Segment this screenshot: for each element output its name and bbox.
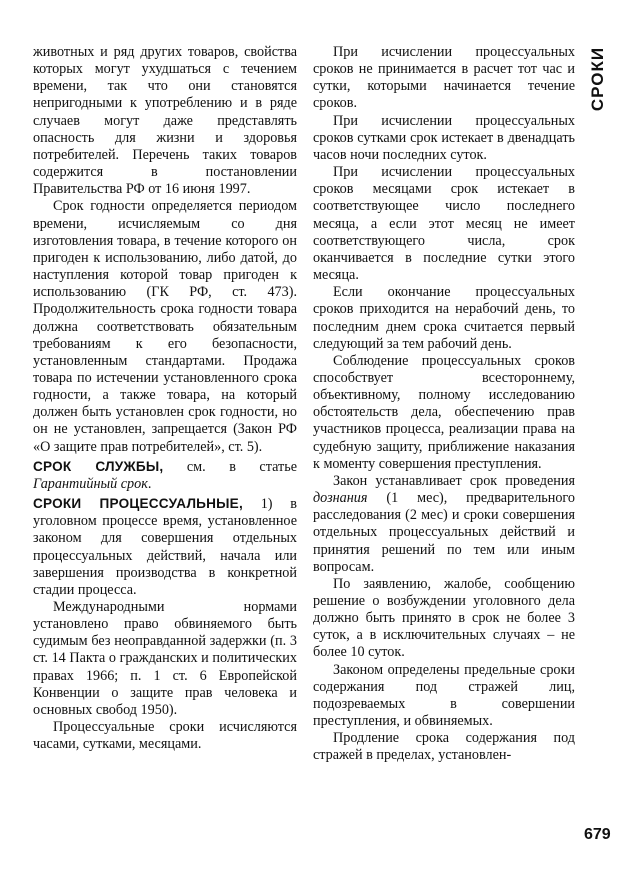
paragraph: Срок годности определяется периодом времени, исчисляемым со дня изготовления товара, в течение которого он пригоден к использованию, либо датой, до наступления которой товар пригоден к использованию (ГК РФ, ст. 473). Продолжительность срока годности товара должна соответствовать обязательным требованиям к его безопасности, установленным стандартами. Продажа товара по истечении установленного срока годности, а также товара, на который должен быть установлен срок годности, но он не установлен, запрещается (Закон РФ «О защите прав потребителей», ст. 5). bbox=[33, 198, 297, 455]
paragraph: Процессуальные сроки исчисляются часами, сутками, месяцами. bbox=[33, 719, 297, 753]
entry-text: . bbox=[147, 475, 152, 492]
section-tab-label: СРОКИ bbox=[588, 46, 607, 112]
left-column bbox=[33, 44, 297, 753]
paragraph: По заявлению, жалобе, сообщению решение о возбуждении уголовного дела должно быть принято в срок не более 3 суток, а в исключительных случаях – не более 10 суток. bbox=[313, 575, 575, 661]
right-column bbox=[313, 44, 575, 765]
paragraph: Международными нормами установлено право обвиняемого быть судимым без неоправданной задержки (п. 3 ст. 14 Пакта о гражданских и политических правах 1966; п. 1 ст. 6 Европейской Конвенции о защите прав человека и основных свобод 1950). bbox=[33, 599, 297, 718]
italic-term: дознания bbox=[313, 490, 368, 507]
paragraph: При исчислении процессуальных сроков не принимается в расчет тот час и сутки, которыми начинается течение сроков. bbox=[313, 44, 575, 112]
dictionary-entry-service-life bbox=[33, 458, 297, 493]
paragraph: животных и ряд других товаров, свойства которых могут ухудшаться с течением времени, так что они становятся непригодными к употреблению и в ряде случаев могут даже представлять опасность для жизни и здоровья потребителей. Перечень таких товаров содержится в постановлении Правительства РФ от 16 июня 1997. bbox=[33, 44, 297, 198]
paragraph: Если окончание процессуальных сроков приходится на нерабочий день, то последним днем срока считается первый следующий за тем рабочий день. bbox=[313, 284, 575, 352]
section-tab bbox=[583, 44, 613, 114]
dictionary-entry-procedural-terms bbox=[33, 495, 297, 599]
entry-text: 1) в уголовном процессе время, установленное законом для совершения отдельных процессуальных действий, начала или завершения производства в конкретной стадии процесса. bbox=[33, 496, 297, 598]
entry-headword: СРОКИ ПРОЦЕССУАЛЬНЫЕ, bbox=[33, 496, 243, 512]
paragraph: Продление срока содержания под стражей в пределах, установлен- bbox=[313, 730, 575, 764]
paragraph: Законом определены предельные сроки содержания под стражей лиц, подозреваемых в совершении преступления, и обвиняемых. bbox=[313, 661, 575, 730]
page-number: 679 bbox=[584, 826, 611, 843]
paragraph: Соблюдение процессуальных сроков способствует всестороннему, объективному, полному исследованию обстоятельств дела, обеспечению прав участников процесса, реализации права на судебную защиту, приближение наказания к моменту совершения преступления. bbox=[313, 352, 575, 472]
paragraph: При исчислении процессуальных сроков месяцами срок истекает в соответствующее число последнего месяца, а если этот месяц не имеет соответствующего числа, срок оканчивается в последние сутки этого месяца. bbox=[313, 164, 575, 284]
cross-reference: Гарантийный срок bbox=[33, 475, 148, 492]
paragraph: Закон устанавливает срок проведения дознания (1 мес), предварительного расследования (2 мес) и сроки совершения отдельных процессуальных действий и принятия решений по тем или иным вопросам. bbox=[313, 472, 575, 575]
entry-headword: СРОК СЛУЖБЫ, bbox=[33, 458, 164, 474]
paragraph: При исчислении процессуальных сроков сутками срок истекает в двенадцать часов ночи последних суток. bbox=[313, 112, 575, 163]
entry-text: см. в статье bbox=[163, 458, 297, 475]
